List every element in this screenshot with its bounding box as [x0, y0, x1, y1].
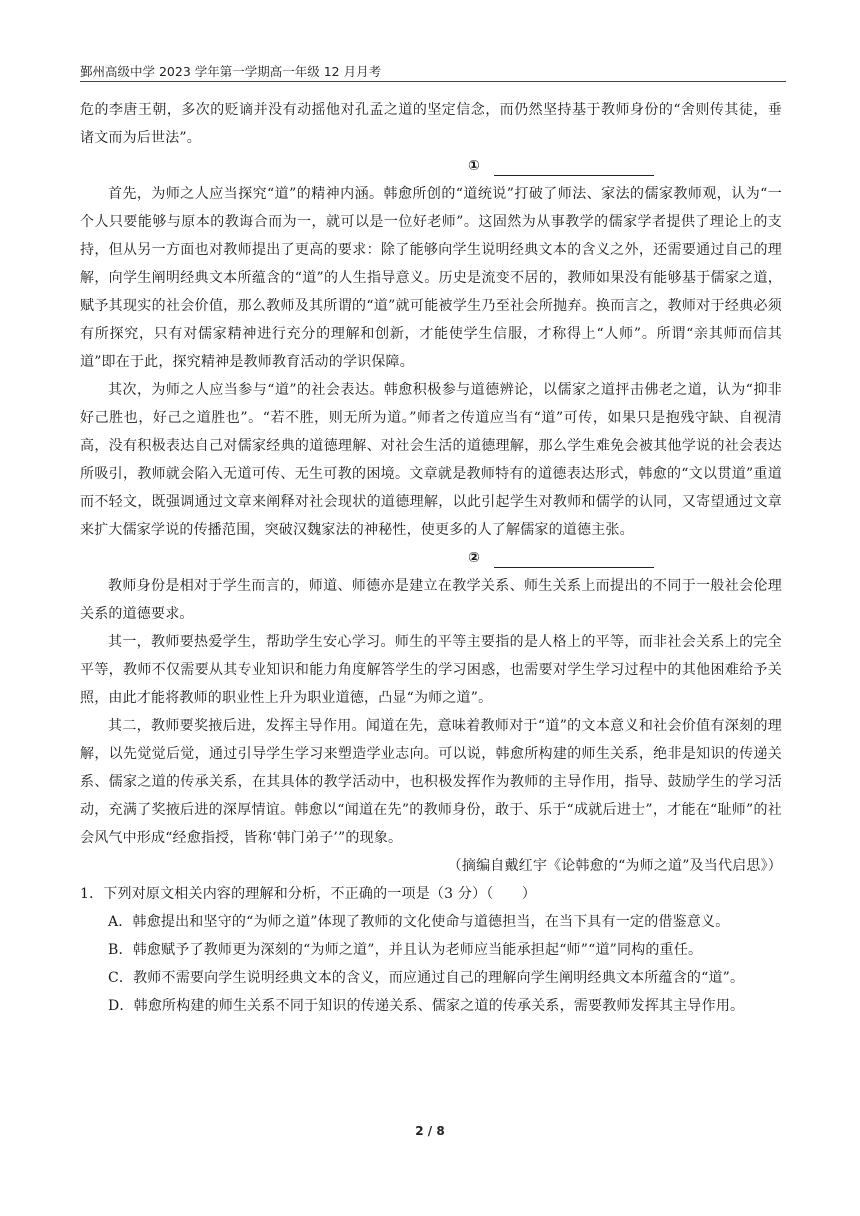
- section-heading-1: [80, 152, 782, 180]
- paragraph: 其二，教师要奖掖后进，发挥主导作用。闻道在先，意味着教师对于“道”的文本意义和社会价值有深刻的理解，以先觉觉后觉，通过引导学生学习来塑造学业志向。可以说，韩愈所构建的师生关系，绝非是知识的传递关系、儒家之道的传承关系，在其具体的教学活动中，也积极发挥作为教师的主导作用，指导、鼓励学生的学习活动，充满了奖掖后进的深厚情谊。韩愈以“闻道在先”的教师身份，敢于、乐于“成就后进士”，才能在“耻师”的社会风气中形成“经愈指授，皆称‘韩门弟子’”的现象。: [80, 718, 782, 846]
- document-body: [80, 96, 782, 1020]
- option-a: A．韩愈提出和坚守的“为师之道”体现了教师的文化使命与道德担当，在当下具有一定的借鉴意义。: [108, 914, 730, 930]
- section-number: ②: [467, 550, 481, 566]
- paragraph-continuation: 危的李唐王朝，多次的贬谪并没有动摇他对孔孟之道的坚定信念，而仍然坚持基于教师身份的“舍则传其徒，垂诸文而为后世法”。: [80, 102, 782, 146]
- source-citation: （摘编自戴红宇《论韩愈的“为师之道”及当代启思》）: [447, 858, 782, 874]
- paragraph: 教师身份是相对于学生而言的，师道、师德亦是建立在教学关系、师生关系上而提出的不同于一般社会伦理关系的道德要求。: [80, 578, 782, 622]
- option-b: B．韩愈赋予了教师更为深刻的“为师之道”，并且认为老师应当能承担起“师”“道”同构的重任。: [108, 942, 703, 958]
- option-d: D．韩愈所构建的师生关系不同于知识的传递关系、儒家之道的传承关系，需要教师发挥其主导作用。: [108, 998, 745, 1014]
- paragraph: 首先，为师之人应当探究“道”的精神内涵。韩愈所创的“道统说”打破了师法、家法的儒家教师观，认为“一个人只要能够与原本的教诲合而为一，就可以是一位好老师”。这固然为从事教学的儒家学者提供了理论上的支持，但从另一方面也对教师提出了更高的要求：除了能够向学生说明经典文本的含义之外，还需要通过自己的理解，向学生阐明经典文本所蕴含的“道”的人生指导意义。历史是流变不居的，教师如果没有能够基于儒家之道，赋予其现实的社会价值，那么教师及其所谓的“道”就可能被学生乃至社会所抛弃。换而言之，教师对于经典必须有所探究，只有对儒家精神进行充分的理解和创新，才能使学生信服，才称得上“人师”。所谓“亲其师而信其道”即在于此，探究精神是教师教育活动的学识保障。: [80, 186, 782, 370]
- question-stem: 1．下列对原文相关内容的理解和分析，不正确的一项是（3 分）（ ）: [80, 886, 537, 902]
- paragraph: 其一，教师要热爱学生，帮助学生安心学习。师生的平等主要指的是人格上的平等，而非社会关系上的完全平等，教师不仅需要从其专业知识和能力角度解答学生的学习困惑，也需要对学生学习过程中的其他困难给予关照，由此才能将教师的职业性上升为职业道德，凸显“为师之道”。: [80, 634, 782, 706]
- fill-blank-line: [494, 549, 654, 568]
- paragraph: 其次，为师之人应当参与“道”的社会表达。韩愈积极参与道德辨论，以儒家之道抨击佛老之道，认为“抑非好己胜也，好己之道胜也”。“若不胜，则无所为道。”师者之传道应当有“道”可传，如果只是抱残守缺、自视清高，没有积极表达自己对儒家经典的道德理解、对社会生活的道德理解，那么学生难免会被其他学说的社会表达所吸引，教师就会陷入无道可传、无生可教的困境。文章就是教师特有的道德表达形式，韩愈的“文以贯道”重道而不轻文，既强调通过文章来阐释对社会现状的道德理解，以此引起学生对教师和儒学的认同，又寄望通过文章来扩大儒家学说的传播范围，突破汉魏家法的神秘性，使更多的人了解儒家的道德主张。: [80, 382, 782, 538]
- fill-blank-line: [494, 157, 654, 176]
- page-number: 2 / 8: [415, 1124, 445, 1138]
- section-heading-2: [80, 544, 782, 572]
- option-c: C．教师不需要向学生说明经典文本的含义，而应通过自己的理解向学生阐明经典文本所蕴含的“道”。: [108, 970, 745, 986]
- header-divider: [80, 81, 786, 82]
- section-number: ①: [467, 158, 481, 174]
- page-header: 鄞州高级中学 2023 学年第一学期高一年级 12 月月考: [80, 64, 382, 79]
